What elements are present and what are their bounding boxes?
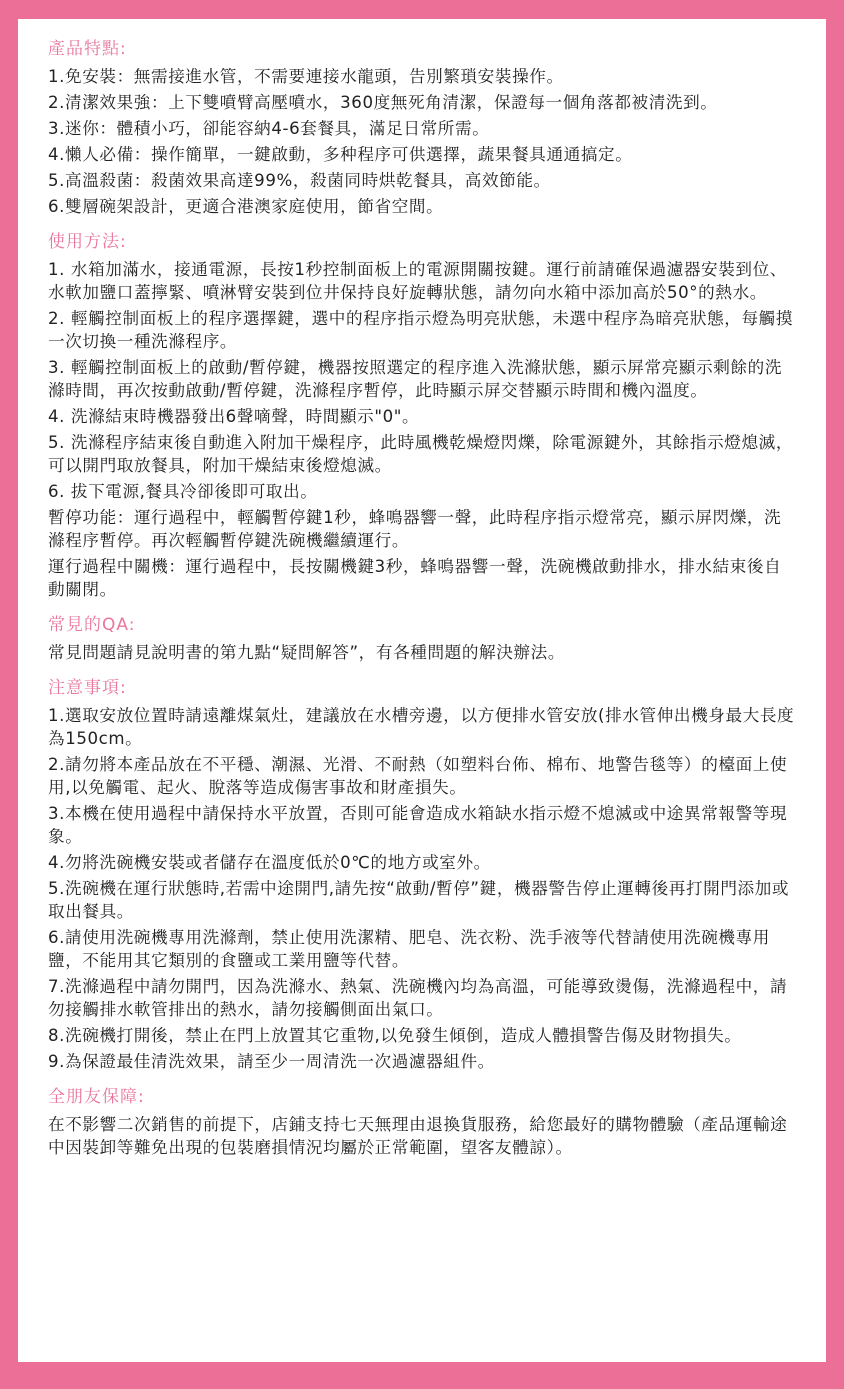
note-item: 8.洗碗機打開後，禁止在門上放置其它重物,以免發生傾倒，造成人體損警告傷及財物損失。 xyxy=(48,1026,742,1045)
note-item: 4.勿將洗碗機安裝或者儲存在溫度低於0℃的地方或室外。 xyxy=(48,853,491,872)
feature-item: 2.清潔效果強：上下雙噴臂高壓噴水，360度無死角清潔，保證每一個角落都被清洗到。 xyxy=(48,93,718,112)
notes-section xyxy=(48,676,796,1073)
usage-section xyxy=(48,230,796,601)
feature-item: 4.懶人必備：操作簡單，一鍵啟動，多种程序可供選擇，蔬果餐具通通搞定。 xyxy=(48,145,633,164)
note-item: 6.請使用洗碗機專用洗滌劑，禁止使用洗潔精、肥皂、洗衣粉、洗手液等代替請使用洗碗機專用鹽，不能用其它類別的食鹽或工業用鹽等代替。 xyxy=(48,928,770,970)
feature-item: 1.免安裝：無需接進水管，不需要連接水龍頭，告別繁瑣安裝操作。 xyxy=(48,67,564,86)
section-title-guarantee: 全朋友保障: xyxy=(48,1087,145,1107)
section-title-features: 產品特點: xyxy=(48,39,127,59)
note-item: 5.洗碗機在運行狀態時,若需中途開門,請先按“啟動/暫停”鍵，機器警告停止運轉後再打開門添加或取出餐具。 xyxy=(48,879,790,921)
usage-item: 4. 洗滌結束時機器發出6聲嘀聲，時間顯示"0"。 xyxy=(48,407,420,426)
qa-section xyxy=(48,613,796,664)
note-item: 7.洗滌過程中請勿開門，因為洗滌水、熱氣、洗碗機內均為高溫，可能導致燙傷，洗滌過程中，請勿接觸排水軟管排出的熱水，請勿接觸側面出氣口。 xyxy=(48,977,788,1019)
note-item: 2.請勿將本產品放在不平穩、潮濕、光滑、不耐熱（如塑料台佈、棉布、地警告毯等）的檯面上使用,以免觸電、起火、脫落等造成傷害事故和財產損失。 xyxy=(48,755,788,797)
guarantee-item: 在不影響二次銷售的前提下，店鋪支持七天無理由退換貨服務，給您最好的購物體驗（產品運輸途中因裝卸等難免出現的包裝磨損情況均屬於正常範圍，望客友體諒）。 xyxy=(48,1115,788,1157)
section-title-notes: 注意事項: xyxy=(48,678,127,698)
usage-item: 運行過程中關機：運行過程中，長按關機鍵3秒，蜂鳴器響一聲，洗碗機啟動排水，排水結束後自動關閉。 xyxy=(48,557,782,599)
note-item: 9.為保證最佳清洗效果，請至少一周清洗一次過濾器組件。 xyxy=(48,1052,495,1071)
note-item: 3.本機在使用過程中請保持水平放置，否則可能會造成水箱缺水指示燈不熄滅或中途異常報警等現象。 xyxy=(48,804,788,846)
features-section xyxy=(48,37,796,218)
section-title-usage: 使用方法: xyxy=(48,232,127,252)
usage-item: 2. 輕觸控制面板上的程序選擇鍵，選中的程序指示燈為明亮狀態，未選中程序為暗亮狀態，每觸摸一次切換一種洗滌程序。 xyxy=(48,309,794,351)
qa-item: 常見問題請見說明書的第九點“疑問解答”，有各種問題的解決辦法。 xyxy=(48,643,566,662)
content-card xyxy=(18,19,826,1362)
usage-item: 6. 拔下電源,餐具冷卻後即可取出。 xyxy=(48,482,318,501)
usage-item: 1. 水箱加滿水，接通電源，長按1秒控制面板上的電源開關按鍵。運行前請確保過濾器安裝到位、水軟加鹽口蓋擰緊、噴淋臂安裝到位井保持良好旋轉狀態，請勿向水箱中添加高於50°的熱水。 xyxy=(48,260,788,302)
note-item: 1.選取安放位置時請遠離煤氣灶，建議放在水槽旁邊，以方便排水管安放(排水管伸出機身最大長度為150cm。 xyxy=(48,706,795,748)
feature-item: 6.雙層碗架設計，更適合港澳家庭使用，節省空間。 xyxy=(48,197,444,216)
guarantee-section xyxy=(48,1085,796,1159)
usage-item: 暫停功能：運行過程中，輕觸暫停鍵1秒，蜂鳴器響一聲，此時程序指示燈常亮，顯示屏閃爍，洗滌程序暫停。再次輕觸暫停鍵洗碗機繼續運行。 xyxy=(48,508,782,550)
usage-item: 5. 洗滌程序結束後自動進入附加干燥程序，此時風機乾燥燈閃爍，除電源鍵外，其餘指示燈熄滅，可以開門取放餐具，附加干燥結束後燈熄滅。 xyxy=(48,433,794,475)
section-title-qa: 常見的QA: xyxy=(48,615,136,635)
feature-item: 5.高溫殺菌：殺菌效果高達99%，殺菌同時烘乾餐具，高效節能。 xyxy=(48,171,551,190)
usage-item: 3. 輕觸控制面板上的啟動/暫停鍵，機器按照選定的程序進入洗滌狀態，顯示屏常亮顯示剩餘的洗滌時間，再次按動啟動/暫停鍵，洗滌程序暫停，此時顯示屏交替顯示時間和機內溫度。 xyxy=(48,358,783,400)
feature-item: 3.迷你：體積小巧，卻能容納4-6套餐具，滿足日常所需。 xyxy=(48,119,490,138)
